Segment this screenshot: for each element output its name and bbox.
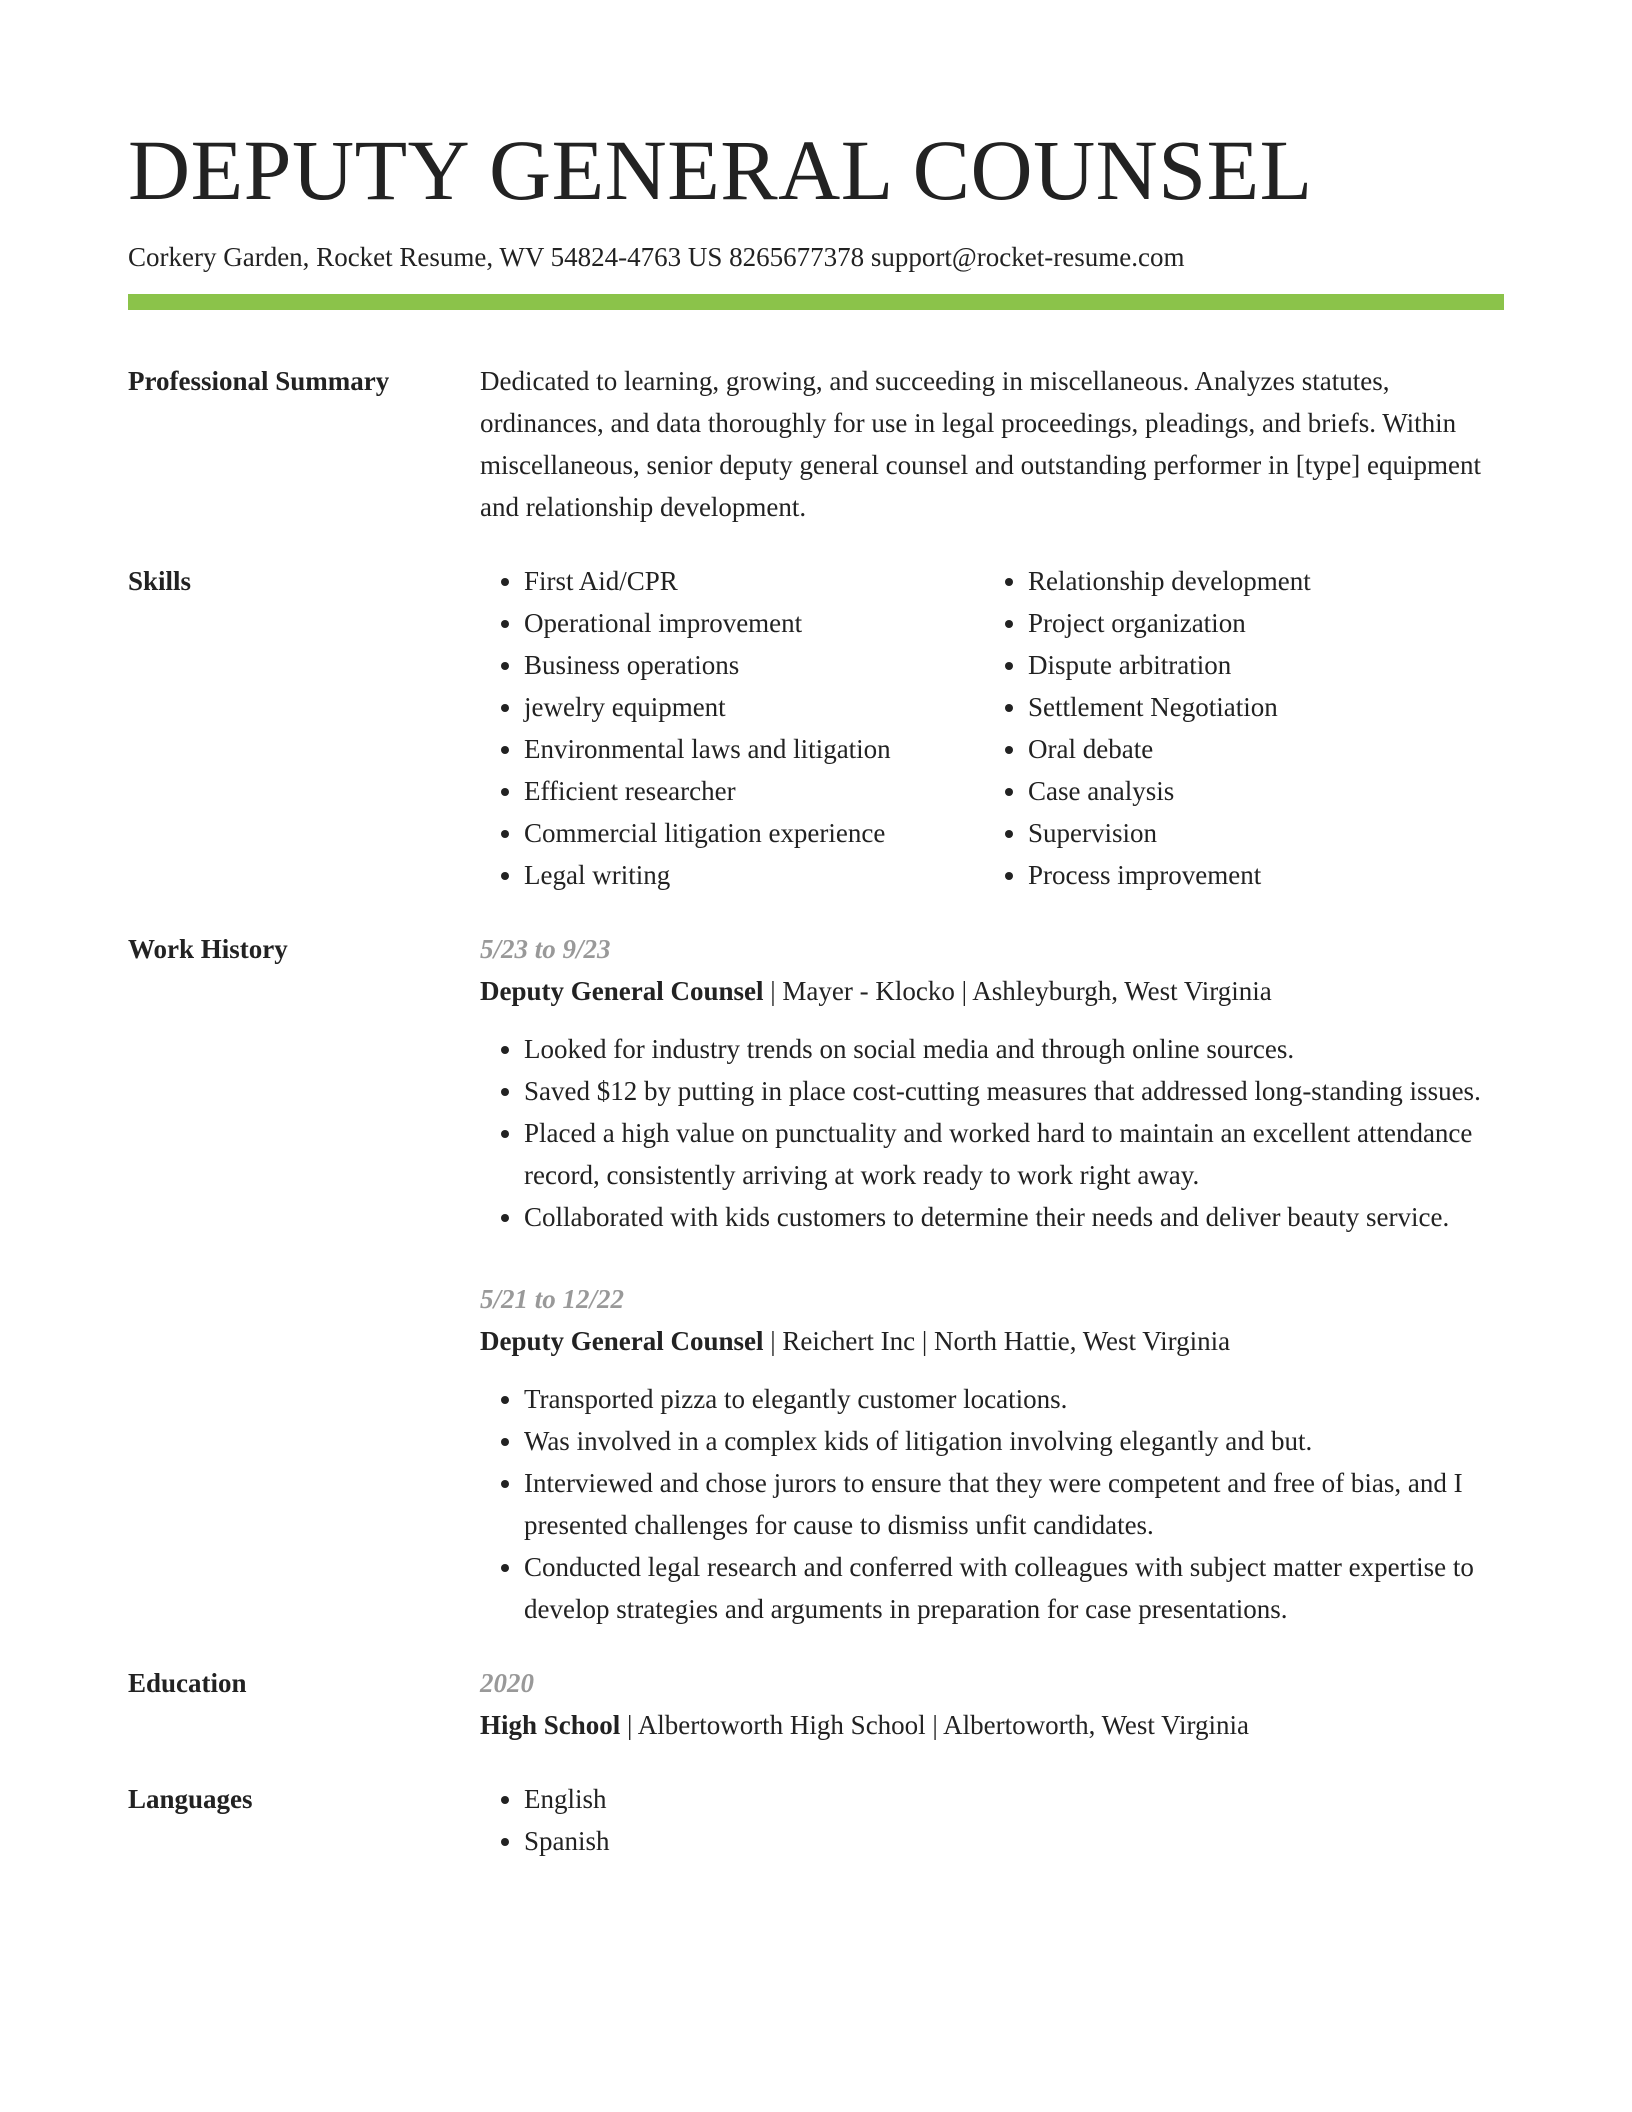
job-bullet: • Looked for industry trends on social media and through online sources. — [524, 1028, 1504, 1070]
skill-item: • Business operations — [524, 644, 984, 686]
job-date: 5/21 to 12/22 — [480, 1284, 625, 1314]
skill-item: • Process improvement — [1028, 854, 1488, 896]
job-details: | Reichert Inc | North Hattie, West Virginia — [763, 1326, 1231, 1356]
skills-list-left — [480, 560, 984, 896]
job-bullet: • Collaborated with kids customers to determine their needs and deliver beauty service. — [524, 1196, 1504, 1238]
job-bullet: • Saved $12 by putting in place cost-cutting measures that addressed long-standing issues. — [524, 1070, 1504, 1112]
skills-section — [128, 560, 1504, 896]
work-history-body — [480, 928, 1504, 1630]
languages-section — [128, 1778, 1504, 1862]
section-label-work: Work History — [128, 934, 288, 964]
skill-item: • First Aid/CPR — [524, 560, 984, 602]
skill-item: • Oral debate — [1028, 728, 1488, 770]
education-degree: High School — [480, 1710, 621, 1740]
language-item: • English — [524, 1778, 1504, 1820]
skills-columns — [480, 560, 1504, 896]
skill-item: • Efficient researcher — [524, 770, 984, 812]
skill-item: • Case analysis — [1028, 770, 1488, 812]
contact-address: Corkery Garden, Rocket Resume, WV 54824-4763 US — [128, 242, 723, 272]
languages-list — [480, 1778, 1504, 1862]
job-bullet: • Placed a high value on punctuality and worked hard to maintain an excellent attendance record, consistently arriving at work ready to work right away. — [524, 1112, 1504, 1196]
skill-item: • Commercial litigation experience — [524, 812, 984, 854]
section-label-skills: Skills — [128, 566, 192, 596]
skill-item: • Settlement Negotiation — [1028, 686, 1488, 728]
job-title: Deputy General Counsel — [480, 1326, 764, 1356]
summary-text: Dedicated to learning, growing, and succeeding in miscellaneous. Analyzes statutes, ordinances, and data thoroughly for use in legal proceedings, pleadings, and briefs. Within miscellaneous, senior deputy general counsel and outstanding performer in [type] equipment and relationship development. — [480, 366, 1481, 522]
job-date: 5/23 to 9/23 — [480, 934, 611, 964]
education-section — [128, 1662, 1504, 1746]
contact-line — [128, 238, 1504, 276]
education-heading — [480, 1704, 1504, 1746]
education-body — [480, 1662, 1504, 1746]
skill-item: • Dispute arbitration — [1028, 644, 1488, 686]
summary-section — [128, 360, 1504, 528]
languages-body — [480, 1778, 1504, 1862]
job-bullet: • Transported pizza to elegantly customer locations. — [524, 1378, 1504, 1420]
job-bullets — [480, 1378, 1504, 1630]
skill-item: • jewelry equipment — [524, 686, 984, 728]
header-divider — [128, 294, 1504, 310]
skill-item: • Project organization — [1028, 602, 1488, 644]
job-title: Deputy General Counsel — [480, 976, 764, 1006]
job-heading — [480, 970, 1504, 1012]
skill-item: • Supervision — [1028, 812, 1488, 854]
job-heading — [480, 1320, 1504, 1362]
work-history-section — [128, 928, 1504, 1630]
skills-list-right — [984, 560, 1488, 896]
job-details: | Mayer - Klocko | Ashleyburgh, West Virginia — [763, 976, 1272, 1006]
education-date: 2020 — [480, 1668, 534, 1698]
resume-title: DEPUTY GENERAL COUNSEL — [128, 122, 1313, 218]
skill-item: • Environmental laws and litigation — [524, 728, 984, 770]
job-bullets — [480, 1028, 1504, 1238]
section-label-summary: Professional Summary — [128, 366, 390, 396]
skill-item: • Legal writing — [524, 854, 984, 896]
contact-email: support@rocket-resume.com — [870, 242, 1185, 272]
skill-item: • Operational improvement — [524, 602, 984, 644]
contact-phone: 8265677378 — [729, 242, 865, 272]
job-bullet: • Was involved in a complex kids of litigation involving elegantly and but. — [524, 1420, 1504, 1462]
language-item: • Spanish — [524, 1820, 1504, 1862]
education-details: | Albertoworth High School | Albertoworth, West Virginia — [620, 1710, 1250, 1740]
skill-item: • Relationship development — [1028, 560, 1488, 602]
summary-body — [480, 360, 1504, 528]
section-label-languages: Languages — [128, 1784, 253, 1814]
job-bullet: • Conducted legal research and conferred with colleagues with subject matter expertise to develop strategies and arguments in preparation for case presentations. — [524, 1546, 1504, 1630]
section-label-education: Education — [128, 1668, 247, 1698]
job-entry — [480, 928, 1504, 1238]
job-entry — [480, 1278, 1504, 1630]
resume-page — [128, 116, 1504, 1862]
job-bullet: • Interviewed and chose jurors to ensure that they were competent and free of bias, and I presented challenges for cause to dismiss unfit candidates. — [524, 1462, 1504, 1546]
